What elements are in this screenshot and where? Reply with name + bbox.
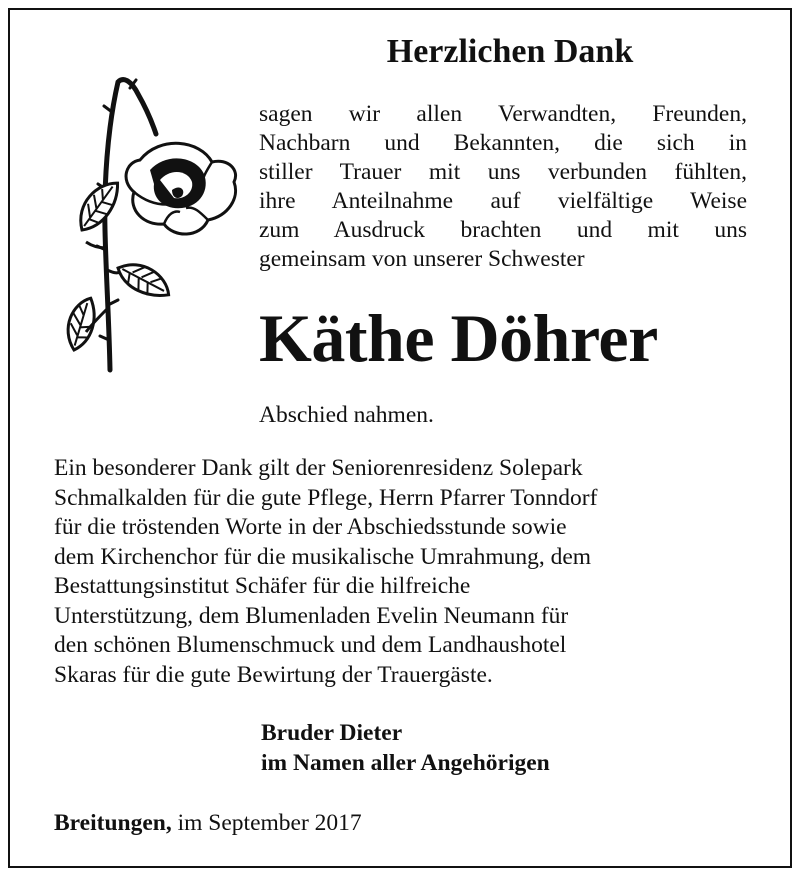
thanks-line: Unterstützung, dem Blumenladen Evelin Neumann für xyxy=(54,602,569,629)
thanks-line: Skaras für die gute Bewirtung der Trauergäste. xyxy=(54,661,493,688)
intro-paragraph xyxy=(259,100,747,274)
thanks-line: Schmalkalden für die gute Pflege, Herrn Pfarrer Tonndorf xyxy=(54,484,598,511)
deceased-name: Käthe Döhrer xyxy=(259,300,658,376)
intro-line: gemeinsam von unserer Schwester xyxy=(259,246,585,272)
signature-name: Bruder Dieter xyxy=(261,720,403,746)
thanks-line: dem Kirchenchor für die musikalische Umrahmung, dem xyxy=(54,543,592,570)
thanks-line: den schönen Blumenschmuck und dem Landhaushotel xyxy=(54,632,567,658)
place-date: im September 2017 xyxy=(171,810,362,836)
signature-subtitle: im Namen aller Angehörigen xyxy=(261,750,550,776)
thanks-line: Bestattungsinstitut Schäfer für die hilfreiche xyxy=(54,573,471,599)
signature-block xyxy=(261,718,550,778)
thanks-paragraph xyxy=(54,454,774,690)
farewell-text: Abschied nahmen. xyxy=(259,402,434,428)
intro-line: zum Ausdruck brachten und mit uns xyxy=(259,217,747,243)
notice-heading: Herzlichen Dank xyxy=(386,33,634,70)
place-town: Breitungen, xyxy=(54,810,172,836)
intro-line: Nachbarn und Bekannten, die sich in xyxy=(259,130,747,156)
intro-line: stiller Trauer mit uns verbunden fühlten, xyxy=(259,159,747,185)
thanks-line: für die tröstenden Worte in der Abschiedsstunde sowie xyxy=(54,514,567,540)
place-date-line xyxy=(54,808,362,838)
intro-line: sagen wir allen Verwandten, Freunden, xyxy=(259,101,747,127)
intro-line: ihre Anteilnahme auf vielfältige Weise xyxy=(259,188,747,214)
wilted-rose-icon xyxy=(52,70,248,380)
thanks-line: Ein besonderer Dank gilt der Seniorenresidenz Solepark xyxy=(54,455,583,481)
